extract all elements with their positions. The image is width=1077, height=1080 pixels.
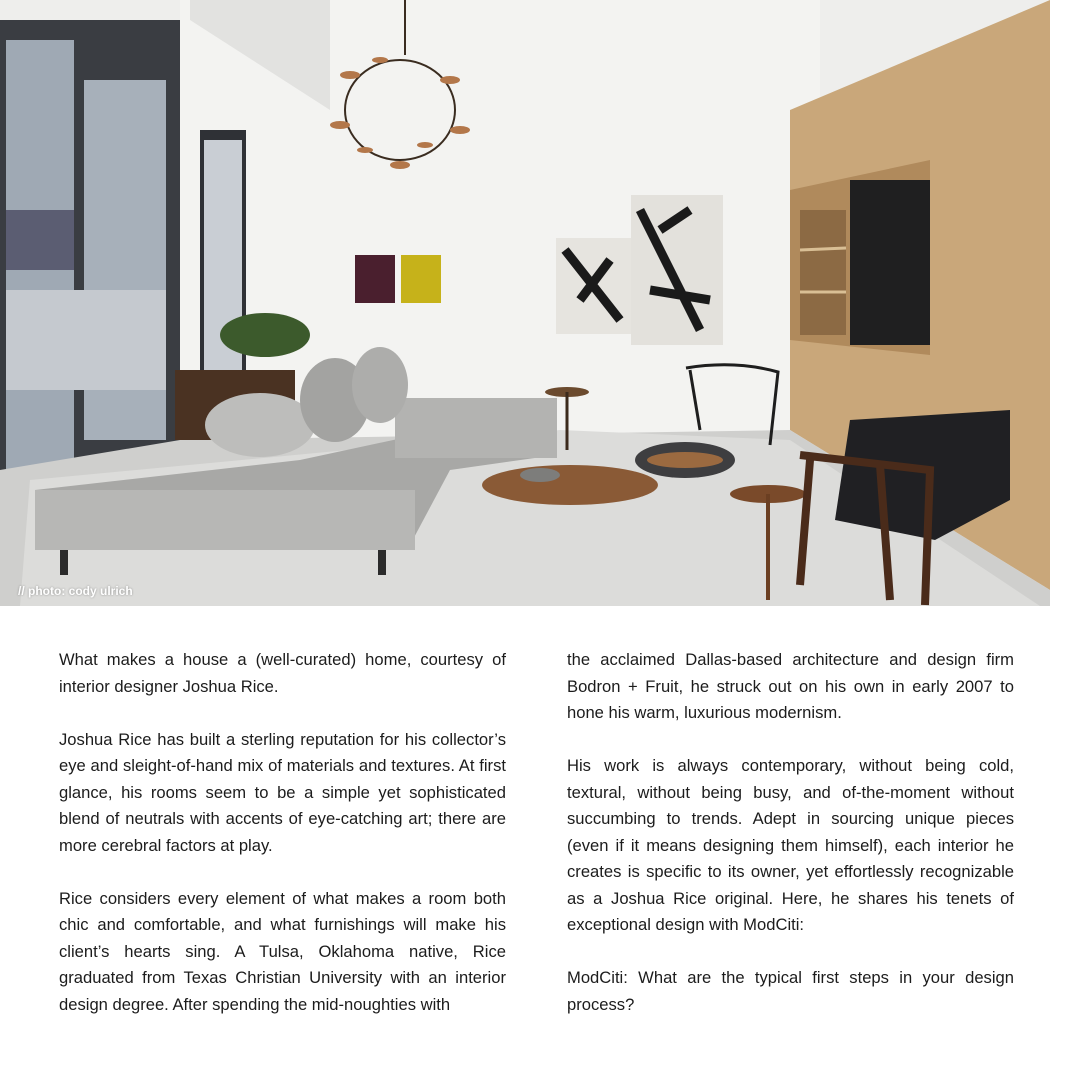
body-paragraph: His work is always contemporary, without being cold, textural, without being busy, and of-the-moment without succumbing to trends. Adept in sourcing unique pieces (even if it means designing them himself), each interior he creates is specific to its owner, yet effortlessly recognizable as a Joshua Rice original. Here, he shares his tenets of exceptional design with ModCiti: <box>567 756 1014 934</box>
article-column-left <box>59 647 506 1045</box>
intro-paragraph: What makes a house a (well-curated) home, courtesy of interior designer Joshua Rice. <box>59 650 506 696</box>
article-column-right <box>567 647 1014 1045</box>
body-paragraph: Rice considers every element of what makes a room both chic and comfortable, and what furnishings will make his client’s hearts sing. A Tulsa, Oklahoma native, Rice graduated from Texas Christian University with an interior design degree. After spending the mid-noughties with <box>59 888 506 1014</box>
interview-question: ModCiti: What are the typical first steps in your design process? <box>567 968 1014 1014</box>
body-paragraph: Joshua Rice has built a sterling reputation for his collector’s eye and sleight-of-hand mix of materials and textures. At first glance, his rooms seem to be a simple yet sophisticated blend of neutrals with accents of eye-catching art; there are more cerebral factors at play. <box>59 729 506 855</box>
photo-credit: // photo: cody ulrich <box>18 584 133 598</box>
body-paragraph: the acclaimed Dallas-based architecture and design firm Bodron + Fruit, he struck out on his own in early 2007 to hone his warm, luxurious modernism. <box>567 650 1014 722</box>
